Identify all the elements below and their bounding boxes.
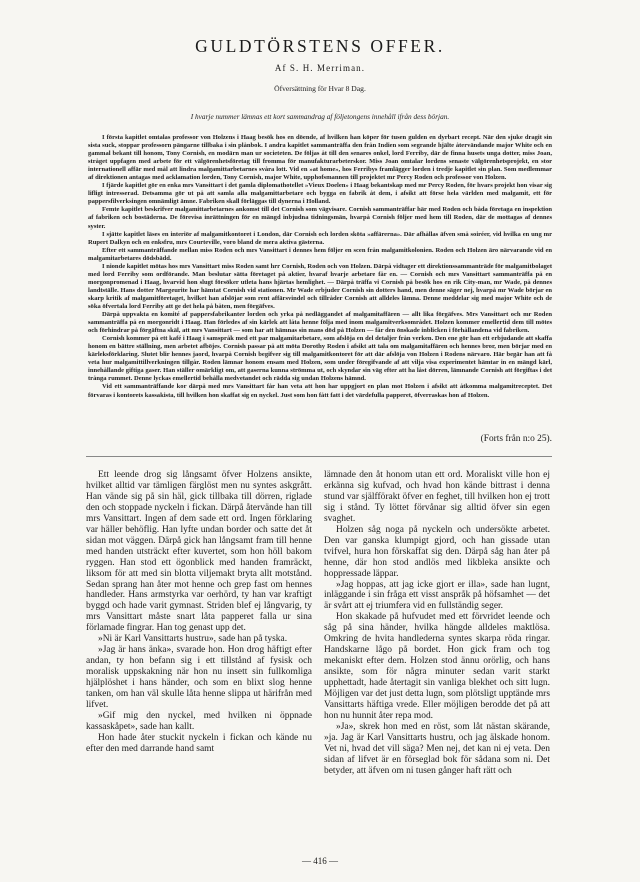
section-divider [86,456,552,457]
body-paragraph: »Jag är hans änka», svarade hon. Hon drog häftigt efter andan, ty hon befann sig i ett tillstånd af fysisk och moralisk uppskakning när hon nu insett sin fullkomliga hjälplöshet i hans händer, och som en blixt slog henne tanken, om han väl skulle låta henne slippa ut härifrån med lifvet. [86,645,312,711]
body-paragraph: »Jag hoppas, att jag icke gjort er illa», sade han lugnt, inläggande i sin fråga ett visst anspråk på höfsamhet — det är svårt att ej triumfera vid en fullständig seger. [324,579,550,612]
page-number: — 416 — [302,856,338,866]
summary-paragraph: I nionde kapitlet mötas hos mrs Vansittart miss Roden samt hrr Cornish, Roden och von Holzen. Därpå vidtager ett direktionssammanträde för malgamitbolaget med lord Ferriby som ordförande. Man beslutar sätta företaget på aktier, hvaraf hvarje arbetare får en. — Cornish och mrs Vansittart sammanträffa på en morgonpromenad i Haag, hvarvid hon slugt försöker utleta hans hjärtas hemlighet. — Därpå träffa vi Cornish på besök hos en rik City-man, mr Wade, på dennes landtställe. Hans dotter Margeurite har hämtat Cornish vid stationen. Mr Wade erbjuder Cornish sin dotters hand, men denne säger nej, hvarpå mr Wade börjar en skarp kritik af malgamitföretaget, hvilket han afslöjar som rent affärsvindel och tillråder Cornish att alldeles lämna. Denne meddelar sig med major White och de söka öfvertala lord Ferriby att ge det hela på båten, men förgäfves. [88,262,552,310]
author-line: Af S. H. Merriman. [274,63,366,73]
summary-paragraph: Därpå uppvakta en komité af pappersfabrikanter lorden och yrka på nedläggandet af malgamitaffären — allt lika förgäfves. Mrs Vansittart och mr Roden sammanträffa på en morgonridt i Haag. Han förledes af sin kärlek att låta henne följa med inom malgamitverksområdet. Holzen kommer emellertid dem till mötes och förhindrar på förgäftna skäl, att mrs Vansittart — som har att hämnas sin mans död på Holzen — får den önskade inblicken i förhållandena vid fabriken. [88,311,552,335]
body-paragraph: Holzen såg noga på nyckeln och undersökte arbetet. Den var ganska klumpigt gjord, och han gissade utan tvifvel, hura hon förskaffat sig den. Därpå såg han åter på henne, där hon stod andlös med likbleka ansikte och hoppressade läppar. [324,524,550,579]
page-title: GULDTÖRSTENS OFFER. [195,36,445,56]
body-paragraph: Hon skakade på hufvudet med ett förvridet leende och såg på sina händer, hvilka hängde alldeles maktlösa. Omkring de hvita handlederna syntes skarpa röda ringar. Handskarne lågo på bordet. Hon gick fram och tog mekaniskt efter dem. Holzen stod ännu orörlig, och hans ansikte, som för några minuter sedan varit starkt upphettadt, hade återtagit sin vanliga blekhet och sitt lugn. Möjligen var det just detta lugn, som plötsligt upptände mrs Vansittarts häftiga vrede. Eller möjligen berodde det på att hon nu hunnit åter repa mod. [324,612,550,721]
summary-intro-note: I hvarje nummer lämnas ett kort sammandrag af följetongens innehåll ifrån dess början. [190,112,450,121]
body-paragraph: Hon hade åter stuckit nyckeln i fickan och kände nu efter den med darrande hand samt [86,732,312,754]
body-paragraph: lämnade den åt honom utan ett ord. Moraliskt ville hon ej erkänna sig kufvad, och hvad hon kände bittrast i denna stund var själfförakt öfver en feghet, till hvilken hon ej trott sig i stånd. Ty löttet förvånar sig alltid öfver sin egen svaghet. [324,470,550,524]
summary-paragraph: Cornish kommer på ett kafé i Haag i samspråk med ett par malgamitarbetare, som afslöja en del detaljer från verken. Den ene gör han ett erbjudande att skaffa honom en bättre ställning, men arbetet afböjes. Cornish passar på att möta Dorothy Roden i afsikt att tala om malgamitaffären och hennes bror, men börjar med en kärleksförklaring. Slutet blir hennes jaord, hvarpå Cornish begifver sig till malgamitkontoret för att där afslöja von Holzen i Rodens närvaro. Här begär han att få veta hur malgamittillverkningen tillgår. Roden lämnar honom ensam med Holzen, som under föregifvande af att vilja visa experimentet hämtar in en mängd kärl, innehållande giftiga gaser. Han ställer omärkligt om, att gaserna kunna strömma ut, och skyndar sin väg efter att ha låst dörren, lämnande Cornish att förgiftas i det trånga rummet. Denne lyckas emellertid behålla medvetandet och rädda sig undan Holzens hämnd. [88,335,552,383]
summary-paragraph: I sjätte kapitlet läses en interiör af malgamitkontoret i London, där Cornish och lorden sköta »affärerna». Där afhållas äfven små soiréer, vid hvilka en ung mr Rupert Dalkyn och en enksfru, mrs Courteville, voro bland de mera aktiva gästerna. [88,230,552,246]
summary-paragraph: Vid ett sammanträffande kor därpå med mrs Vansittart får han veta att hon har uppgjort en plan mot Holzen i afsikt att åtkomma malgamitreceptet. Det förvaras i kontorets kassakista, till hvilken hon skaffat sig en nyckel. Just som hon fått fatt i det värdefulla papperet, öfverraskas hon af Holzen. [88,383,552,399]
text-column-left [86,470,312,755]
summary-paragraph: I fjärde kapitlet gör en enka mrs Vansittart i det gamla diplomathotellet »Vieux Doelen» i Haag bekantskap med mr Percy Roden, för hvars projekt hon visar sig lifligt intresserad. Detsamma gör ut på att samla alla malgamittarbetare och bygga en fabrik åt dem, i afsikt att förse hela världen med malgamit, ett för pappersfilverksingen omnämligt ämne. Fabriken skall förläggas till dynerna i Holland. [88,182,552,206]
text-column-right [324,470,550,777]
body-paragraph: »Ni är Karl Vansittarts hustru», sade han på tyska. [98,634,288,645]
translation-note: Öfversättning för Hvar 8 Dag. [274,84,366,93]
summary-paragraph: Femte kapitlet beskrifver malgamittarbetarnes ankomst till det Cornish som vägvisare. Cornish sammanträffar här med Roden och båda företaga en inspektion af fabriken och bostäderna. De förevisa inrättningen för en mängd inbjudna tidningsmän, hvarpå Cornish följer med hem till Roden, där de mottagas af dennes syster. [88,206,552,230]
continued-note: (Forts från n:o 25). [480,434,552,444]
body-paragraph: »Ja», skrek hon med en röst, som låt nästan skärande, »ja. Jag är Karl Vansittarts hustru, och jag älskade honom. Vet ni, hvad det vill säga? Men nej, det kan ni ej veta. Den sidan af lifvet är en förseglad bok för sådana som ni. Det betyder, att äfven om ni tusen gånger haft rätt och [324,721,550,776]
body-paragraph: Ett leende drog sig långsamt öfver Holzens ansikte, hvilket alltid var tämligen färglöst men nu syntes askgrått. Han vände sig på sin häl, gick tillbaka till dörren, riglade den och stoppade nyckeln i fickan. Därpå återvände han till mrs Vansittart. Ingen af dem sade ett ord. Ingen förklaring var häller behöflig. Han lyfte undan border och satte det åt sidan mot väggen. Därpå gick han långsamt fram till henne med handen utsträckt efter kuvertet, som hon höll bakom ryggen. Han stod ett ögonblick med handen framräckt, liksom för att med sin blotta viljemakt bryta allt motstånd. Sedan sprang han åter mot henne och grep fast om hennes handleder. Hans armstyrka var oerhörd, ty han var kraftigt byggd och hade varit gymnast. Striden blef ej långvarig, ty mrs Vansittart måste snart låta papperet falla ur sina förlamade fingrar. Han tog genast upp det. [86,470,312,634]
previous-chapters-summary [88,134,552,400]
summary-paragraph: I första kapitlet omtalas professor von Holzens i Haag besök hos en döende, af hvilken han köper för tusen gulden en dyrbart recept. När den sjuke dragit sin sista suck, stoppar professorn pängarne tillbaka i sin plånbok. I andra kapitlet sammanträffa den från Indien som segrande hjälte återvändande major White och en gammal bekant till honom, Tony Cornish, en modärn man ur societeten. De följas åt till den senares onkel, lord Ferriby, där de finna husets unga dotter, miss Joan, stråget uppfagen med arbete för ett välgörenhetsföretag till fromma för manufakturarbeterskor. Miss Joan omtalar lordens senaste välgörenhetsprojekt, en stor internationell affär med mål att lindra malgamittarbetarnes svåra lott. Vid en »at home», hos Ferribys framlägger lorden i tredje kapitlet sin plan. Som medlemmar af direktionen antagas med acklamation lorden, Tony Cornish, major White, upphofsmannen till projektet mr Percy Roden och professor von Holzen. [88,134,552,182]
summary-paragraph: Efter ett sammanträffande mellan miss Roden och mrs Vansittart i dennes hem följer en scen från malgamitkolonien. Roden och Holzen äro närvarande vid en malgamitarbetares dödsbädd. [88,246,552,262]
body-paragraph: »Gif mig den nyckel, med hvilken ni öppnade kassaskåpet», sade han kallt. [86,710,312,732]
